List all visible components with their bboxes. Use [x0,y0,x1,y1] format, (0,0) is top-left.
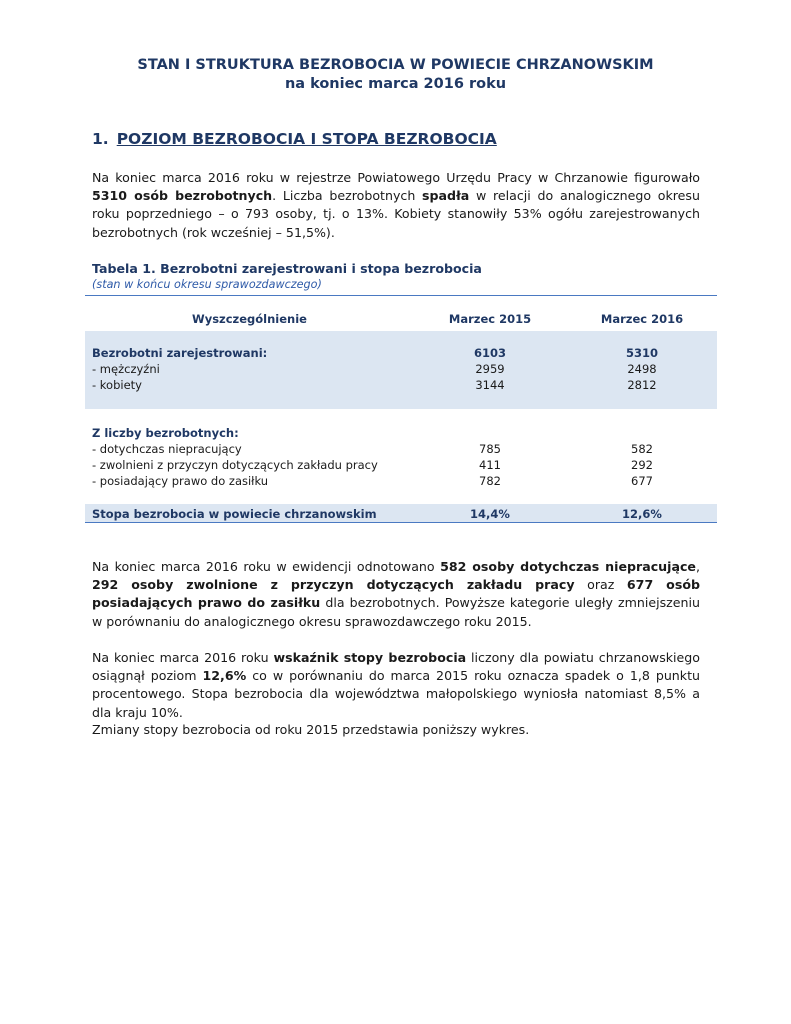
subgroup-label: Z liczby bezrobotnych: [92,426,239,440]
text-run: w relacji do analogicznego okresu roku poprzedniego – o 793 osoby, tj. o 13%. Kobiety stanowiły 53% ogółu zarejestrowanych bezrobotnych (rok wcześniej – 51,5%). [92,188,700,240]
table-row-2015: 785 [479,442,501,456]
header-march-2015: Marzec 2015 [448,312,532,326]
table-row-label: - posiadający prawo do zasiłku [92,474,269,488]
registered-2015: 6103 [473,346,506,360]
table-row-label: - zwolnieni z przyczyn dotyczących zakładu pracy [92,458,378,472]
section-title: POZIOM BEZROBOCIA I STOPA BEZROBOCIA [116,130,497,148]
text-run: Na koniec marca 2016 roku w rejestrze Powiatowego Urzędu Pracy w Chrzanowie figurowało [92,170,700,185]
section-number: 1. [92,130,109,148]
categories-paragraph [92,558,700,631]
emphasis-run: spadła [422,188,470,204]
table-caption: Tabela 1. Bezrobotni zarejestrowani i stopa bezrobocia [92,261,482,276]
table-row-label: - dotychczas niepracujący [92,442,242,456]
emphasis-run: 12,6% [202,668,247,684]
text-run: , [695,559,700,574]
document-subtitle: na koniec marca 2016 roku [284,76,507,92]
table-row-2016: 2812 [627,378,657,392]
table-row-2016: 292 [631,458,653,472]
table-row-label: - mężczyźni [92,362,160,376]
rate-2016: 12,6% [622,507,662,521]
text-run: oraz [574,577,627,593]
text-run: co w porównaniu do marca 2015 roku oznacza spadek o 1,8 punktu procentowego. Stopa bezrobocia dla województwa małopolskiego wyniosła natomiast 8,5% a dla kraju 10%. [92,668,701,720]
table-row-label: - kobiety [92,378,142,392]
table-bottom-rule [85,522,717,523]
intro-paragraph [92,169,700,242]
text-run: Na koniec marca 2016 roku [92,650,274,665]
header-description: Wyszczególnienie [192,312,307,326]
table-row-2015: 411 [479,458,501,472]
emphasis-run: 582 osoby dotychczas niepracujące [440,559,696,574]
emphasis-run: 5310 osób bezrobotnych [92,188,273,204]
text-run: liczony dla powiatu chrzanowskiego osiągnął poziom [92,650,700,684]
document-title: STAN I STRUKTURA BEZROBOCIA W POWIECIE CHRZANOWSKIM [137,57,654,73]
text-run: dla bezrobotnych. Powyższe kategorie uległy zmniejszeniu w porównaniu do analogicznego okresu sprawozdawczego roku 2015. [92,595,700,629]
table-row-2015: 3144 [475,378,505,392]
table-subcaption: (stan w końcu okresu sprawozdawczego) [92,278,322,291]
chart-intro-paragraph: Zmiany stopy bezrobocia od roku 2015 przedstawia poniższy wykres. [92,722,530,737]
header-march-2016: Marzec 2016 [600,312,684,326]
rate-paragraph [92,649,700,722]
text-run: . Liczba bezrobotnych [272,188,423,204]
table-row-2015: 782 [479,474,501,488]
table-row-2016: 582 [631,442,653,456]
table-row-2016: 677 [631,474,653,488]
registered-2016: 5310 [625,346,658,360]
emphasis-run: 292 osoby zwolnione z przyczyn dotyczących zakładu pracy [92,577,575,593]
section-heading [92,130,497,148]
table-row-2015: 2959 [475,362,505,376]
registered-label: Bezrobotni zarejestrowani: [92,346,268,360]
emphasis-run: 677 osób posiadających prawo do zasiłku [92,577,700,611]
rate-2015: 14,4% [470,507,510,521]
table-row-2016: 2498 [627,362,657,376]
emphasis-run: wskaźnik stopy bezrobocia [273,650,467,665]
text-run: Na koniec marca 2016 roku w ewidencji odnotowano [92,559,441,574]
table-top-rule [85,295,717,296]
rate-label: Stopa bezrobocia w powiecie chrzanowskim [92,507,377,521]
